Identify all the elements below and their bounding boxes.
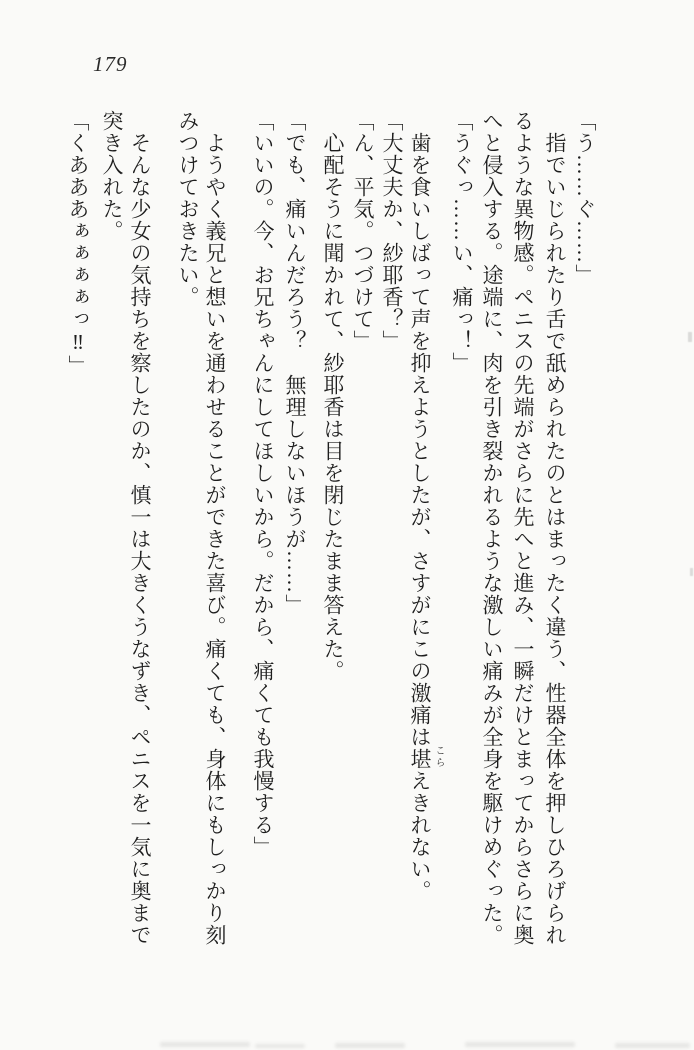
scan-artifact	[160, 1042, 250, 1047]
scan-artifact	[465, 1042, 575, 1047]
text-column-9: 心配そうに聞かれて、紗耶香は目を閉じたまま答えた。	[321, 132, 345, 682]
page-number: 179	[93, 52, 128, 76]
text-column-14: そんな少女の気持ちを察したのか、慎一は大きくうなずき、ペニスを一気に奥まで	[128, 132, 152, 946]
furigana-annotation: こら	[433, 745, 444, 769]
scan-artifact	[690, 568, 693, 576]
text-column-13: みつけておきたい。	[176, 110, 200, 308]
scan-artifact	[615, 1043, 690, 1048]
text-column-1: 「う……ぐ……」	[573, 110, 597, 286]
text-column-15: 突き入れた。	[100, 110, 124, 242]
text-column-12: ようやく義兄と想いを通わせることができた喜び。痛くても、身体にもしっかり刻	[203, 132, 227, 946]
scan-artifact	[688, 332, 692, 342]
text-column-16: 「くあああぁぁぁぁっ‼」	[66, 110, 90, 377]
text-column-4: へと侵入する。途端に、肉を引き裂かれるような激しい痛みが全身を駆けめぐった。	[480, 110, 504, 946]
text-column-3: るような異物感。ペニスの先端がさらに先へと進み、一瞬だけとまってからさらに奥	[511, 110, 535, 946]
text-column-6: 歯を食いしばって声を抑えようとしたが、さすがにこの激痛は堪えきれない。	[408, 132, 432, 902]
scan-artifact	[255, 1044, 305, 1048]
text-column-10: 「でも、痛いんだろう？ 無理しないほうが……」	[283, 110, 307, 616]
text-column-7: 「大丈夫か、紗耶香？」	[380, 110, 404, 352]
text-column-11: 「いいの。今、お兄ちゃんにしてほしいから。だから、痛くても我慢する」	[251, 110, 275, 858]
scan-artifact	[335, 1043, 405, 1048]
text-column-5: 「うぐっ……い、痛っ！」	[450, 110, 474, 374]
text-column-2: 指でいじられたり舌で舐められたのとはまったく違う、性器全体を押しひろげられ	[543, 132, 567, 946]
text-column-8: 「ん、平気。つづけて」	[351, 110, 375, 352]
